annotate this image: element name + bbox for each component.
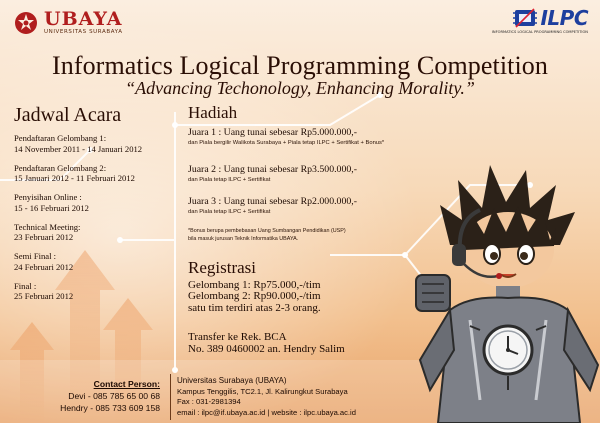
ilpc-logo bbox=[486, 6, 588, 34]
prize-detail: dan Piala bergilir Walikota Surabaya + Piala tetap ILPC + Sertifikat + Bonus* bbox=[188, 140, 385, 146]
robot-mascot-icon bbox=[410, 150, 600, 423]
schedule-item bbox=[14, 222, 189, 243]
transfer-line: Transfer ke Rek. BCA bbox=[188, 331, 287, 343]
schedule-item bbox=[14, 251, 189, 272]
transfer-info bbox=[188, 331, 345, 356]
schedule-item-date: 15 - 16 Februari 2012 bbox=[14, 202, 89, 213]
schedule-item-date: 15 Januari 2012 - 11 Februari 2012 bbox=[14, 173, 135, 183]
schedule-item-date: 25 Februari 2012 bbox=[14, 291, 74, 301]
contact-heading: Contact Person: bbox=[93, 379, 160, 389]
registration-fees bbox=[188, 280, 321, 314]
bonus-line: *Bonus berupa pembebasan Uang Sumbangan Pendidikan (USP) bbox=[188, 228, 346, 234]
ubaya-logo bbox=[14, 10, 123, 35]
schedule-item-label: Semi Final : bbox=[14, 251, 57, 261]
address-fax: Fax : 031-2981394 bbox=[177, 397, 241, 407]
schedule-item-label: Pendaftaran Gelombang 2: bbox=[14, 162, 107, 173]
brand-sub: UNIVERSITAS SURABAYA bbox=[44, 29, 123, 35]
registration-heading: Registrasi bbox=[188, 258, 256, 277]
schedule-item-label: Penyisihan Online : bbox=[14, 192, 82, 202]
prize-title: Juara 2 : Uang tunai sebesar Rp3.500.000,- bbox=[188, 164, 357, 175]
schedule-item-date: 23 Februari 2012 bbox=[14, 232, 74, 242]
contact-line: Devi - 085 785 65 00 68 bbox=[68, 391, 160, 401]
address-institution: Universitas Surabaya (UBAYA) bbox=[177, 376, 287, 385]
prize-heading: Hadiah bbox=[188, 103, 238, 122]
prize-detail: dan Piala tetap ILPC + Sertifikat bbox=[188, 209, 271, 215]
registration-line: Gelombang 1: Rp75.000,-/tim bbox=[188, 279, 321, 291]
ilpc-wordmark: ILPC bbox=[540, 6, 588, 30]
schedule-item bbox=[14, 192, 189, 213]
registration-line: Gelombang 2: Rp90.000,-/tim bbox=[188, 290, 321, 303]
registration-line: satu tim terdiri atas 2-3 orang. bbox=[188, 301, 321, 314]
page-title: Informatics Logical Programming Competition bbox=[51, 51, 549, 80]
footer-divider bbox=[170, 374, 171, 420]
prize-title: Juara 3 : Uang tunai sebesar Rp2.000.000,- bbox=[188, 196, 357, 207]
contact-line: Hendry - 085 733 609 158 bbox=[60, 403, 160, 413]
transfer-line: No. 389 0460002 an. Hendry Salim bbox=[188, 343, 345, 356]
ubaya-seal-icon bbox=[14, 11, 38, 35]
schedule-item-date: 24 Februari 2012 bbox=[14, 261, 74, 272]
prize-detail: dan Piala tetap ILPC + Sertifikat bbox=[188, 177, 271, 183]
address-block bbox=[177, 376, 356, 418]
contact-person bbox=[60, 378, 160, 414]
schedule-item bbox=[14, 163, 189, 184]
ilpc-subtitle: INFORMATICS LOGICAL PROGRAMMING COMPETITION bbox=[491, 30, 588, 34]
bonus-line: bila masuk jurusan Teknik Informatika UBAYA. bbox=[188, 236, 299, 242]
schedule-heading: Jadwal Acara bbox=[14, 104, 122, 126]
schedule-item-date: 14 November 2011 - 14 Januari 2012 bbox=[14, 143, 143, 154]
prize-title: Juara 1 : Uang tunai sebesar Rp5.000.000,- bbox=[188, 127, 357, 138]
ilpc-chip-icon bbox=[512, 7, 538, 29]
brand-name: UBAYA bbox=[44, 8, 123, 30]
schedule-item-label: Technical Meeting: bbox=[14, 221, 81, 232]
address-web: email : ilpc@if.ubaya.ac.id | website : ilpc.ubaya.ac.id bbox=[177, 407, 356, 417]
tagline: “Advancing Techonology, Enhancing Morality.” bbox=[125, 78, 475, 98]
schedule-item bbox=[14, 133, 189, 154]
address-street: Kampus Tenggilis, TC2.1, Jl. Kalirungkut Surabaya bbox=[177, 386, 348, 396]
schedule-item-label: Pendaftaran Gelombang 1: bbox=[14, 133, 107, 143]
schedule-item bbox=[14, 281, 189, 302]
schedule-list bbox=[14, 133, 189, 310]
schedule-item-label: Final : bbox=[14, 280, 37, 291]
prize-item bbox=[188, 127, 488, 147]
bonus-note bbox=[188, 227, 418, 243]
